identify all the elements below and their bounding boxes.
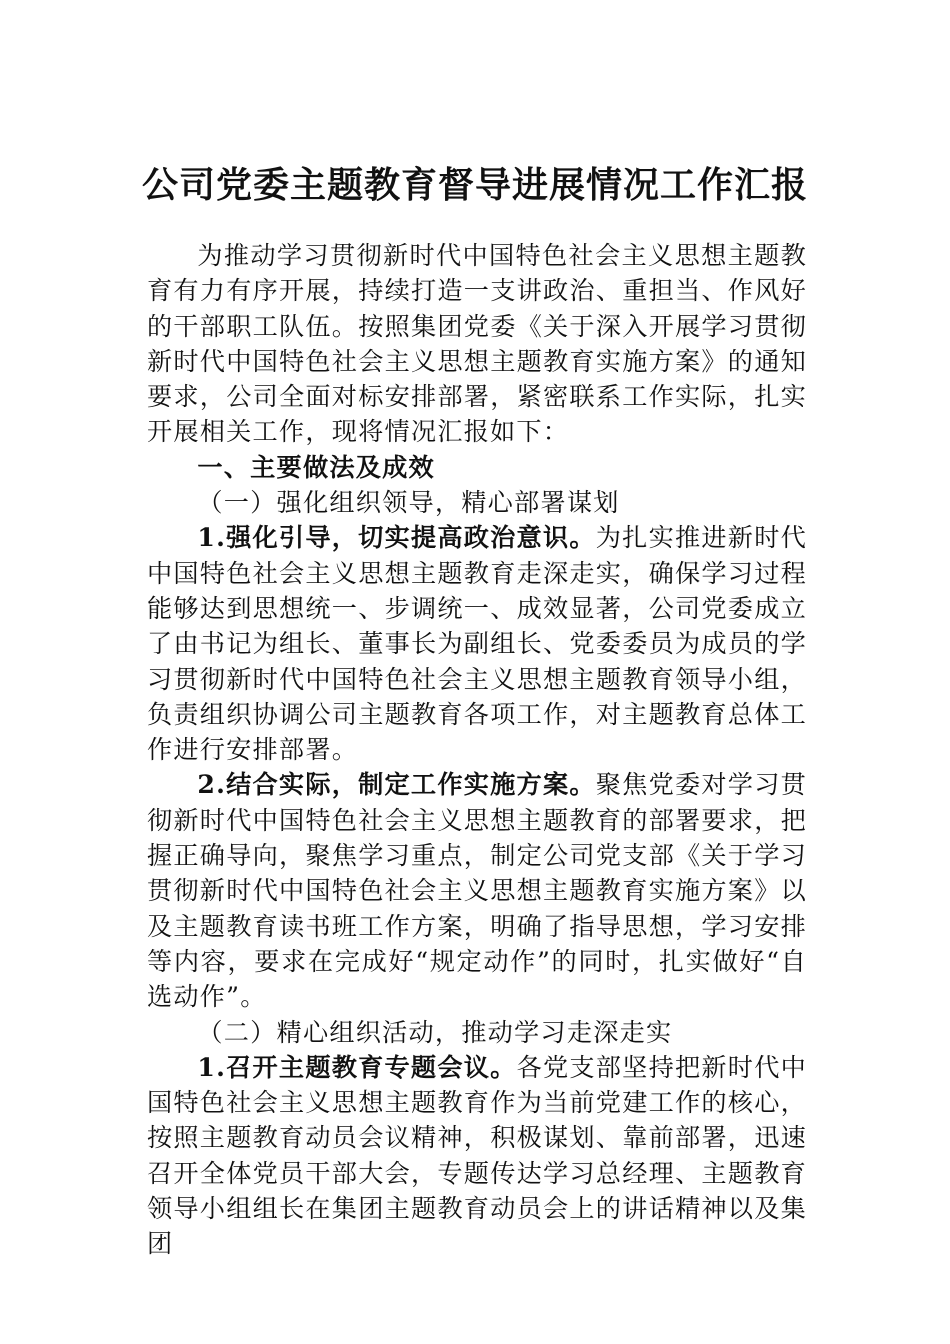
document-body (147, 238, 807, 1262)
paragraph-item-1 (147, 520, 807, 767)
item-lead: 2.结合实际，制定工作实施方案。 (197, 769, 596, 800)
paragraph-item-3 (147, 1050, 807, 1262)
item-text: 聚焦党委对学习贯彻新时代中国特色社会主义思想主题教育的部署要求，把握正确导向，聚焦学习重点，制定公司党支部《关于学习贯彻新时代中国特色社会主义思想主题教育实施方案》以及主题教育读书班工作方案，明确了指导思想，学习安排等内容，要求在完成好“规定动作”的同时，扎实做好“自选动作”。 (147, 770, 807, 1012)
item-text: 各党支部坚持把新时代中国特色社会主义思想主题教育作为当前党建工作的核心，按照主题教育动员会议精神，积极谋划、靠前部署，迅速召开全体党员干部大会，专题传达学习总经理、主题教育领导小组组长在集团主题教育动员会上的讲话精神以及集团 (147, 1052, 807, 1259)
subsection-heading: （二）精心组织活动，推动学习走深走实 (197, 1017, 673, 1047)
intro-paragraph: 为推动学习贯彻新时代中国特色社会主义思想主题教育有力有序开展，持续打造一支讲政治、重担当、作风好的干部职工队伍。按照集团党委《关于深入开展学习贯彻新时代中国特色社会主义思想主题教育实施方案》的通知要求，公司全面对标安排部署，紧密联系工作实际，扎实开展相关工作，现将情况汇报如下： (147, 241, 807, 447)
item-lead: 1.召开主题教育专题会议。 (197, 1051, 517, 1082)
item-lead: 1.强化引导，切实提高政治意识。 (197, 522, 596, 553)
subsection-heading: （一）强化组织领导，精心部署谋划 (197, 488, 620, 518)
paragraph-item-2 (147, 767, 807, 1014)
item-text: 为扎实推进新时代中国特色社会主义思想主题教育走深走实，确保学习过程能够达到思想统一、步调统一、成效显著，公司党委成立了由书记为组长、董事长为副组长、党委委员为成员的学习贯彻新时代中国特色社会主义思想主题教育领导小组，负责组织协调公司主题教育各项工作，对主题教育总体工作进行安排部署。 (147, 523, 807, 765)
document-title: 公司党委主题教育督导进展情况工作汇报 (141, 165, 808, 206)
section-heading: 一、主要做法及成效 (197, 452, 435, 482)
